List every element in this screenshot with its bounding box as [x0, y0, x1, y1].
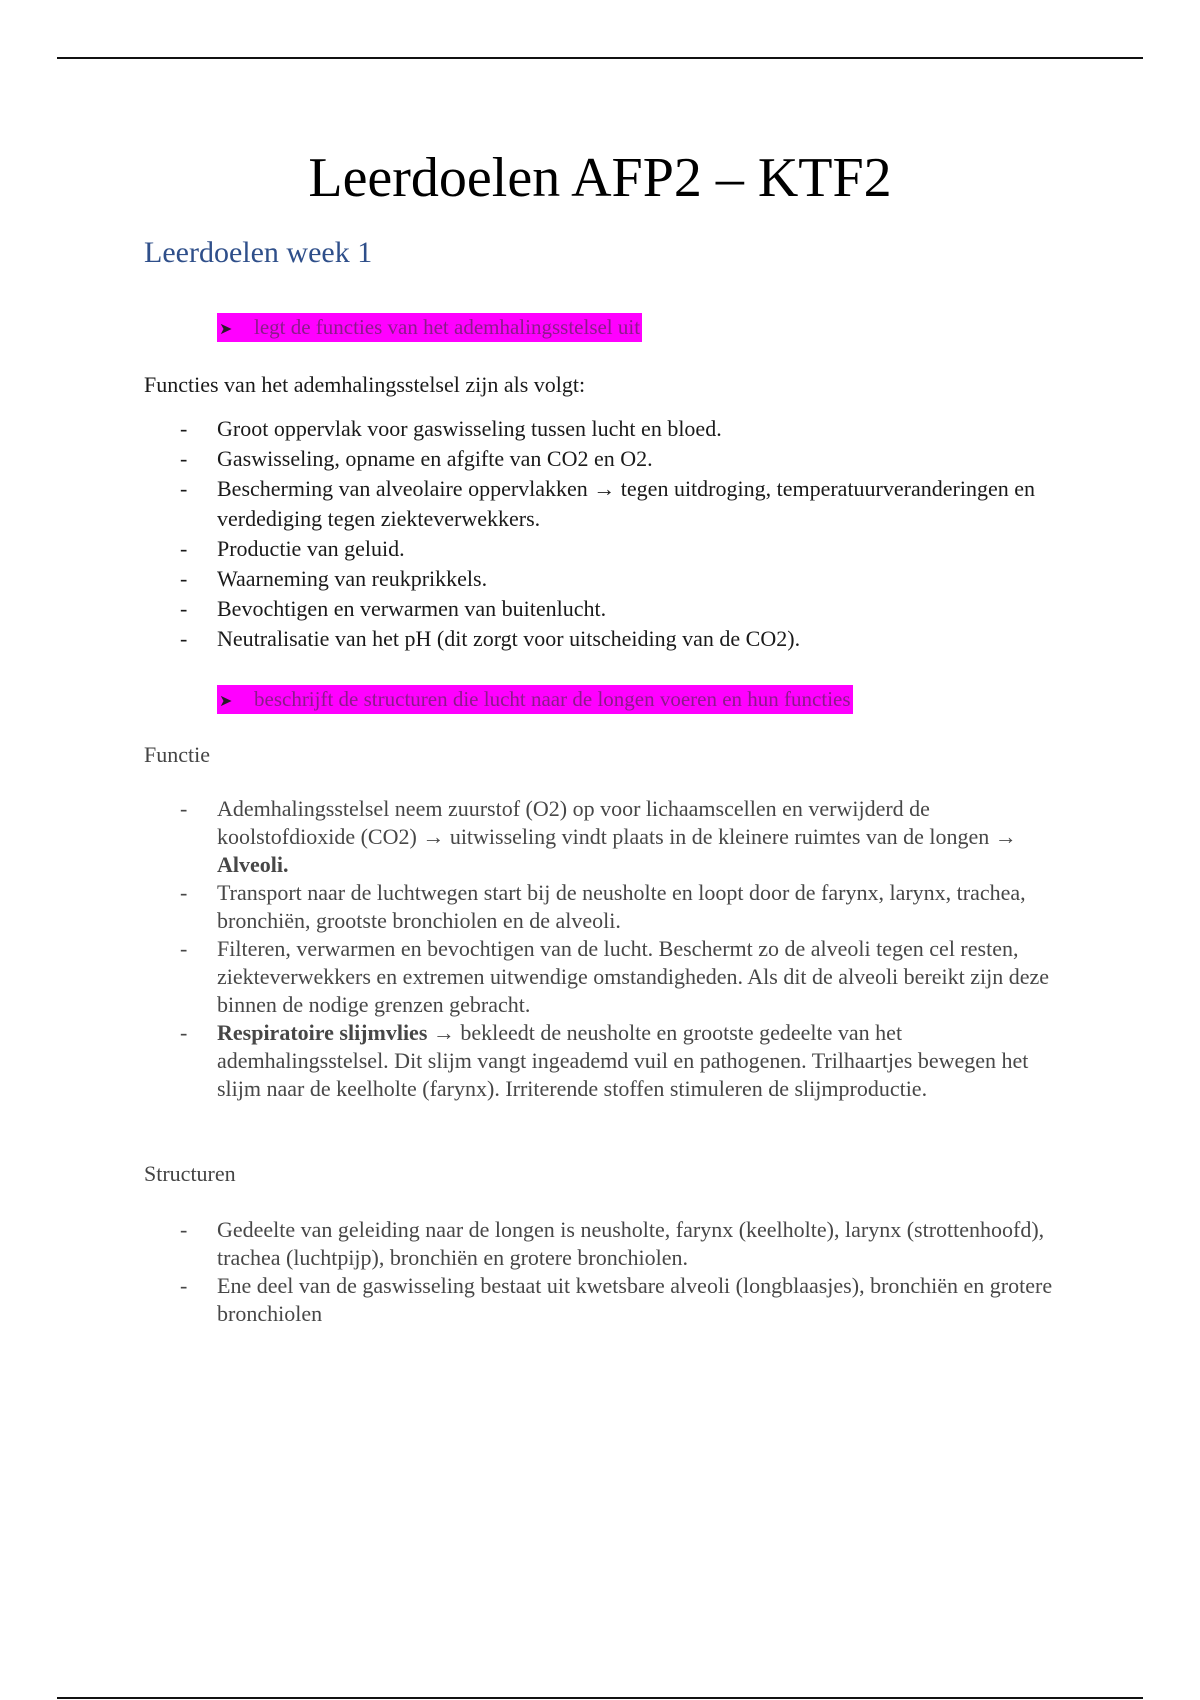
week-heading: Leerdoelen week 1 — [144, 236, 373, 269]
objective-highlight-2 — [217, 685, 853, 714]
dash-bullet: - — [180, 936, 188, 961]
list-item: - Neutralisatie van het pH (dit zorgt voor uitscheiding van de CO2). — [178, 624, 1058, 654]
dash-bullet: - — [180, 596, 188, 621]
list-item: - Bevochtigen en verwarmen van buitenlucht. — [178, 594, 1058, 624]
dash-bullet: - — [180, 1273, 188, 1298]
list-item: - Ademhalingsstelsel neem zuurstof (O2) op voor lichaamscellen en verwijderd de koolstofdioxide (CO2) → uitwisseling vindt plaats in de kleinere ruimtes van de longen → Alveoli. — [180, 796, 1017, 877]
list-item: - Gedeelte van geleiding naar de longen is neusholte, farynx (keelholte), larynx (strottenhoofd), trachea (luchtpijp), bronchiën en grotere bronchiolen. — [180, 1217, 1045, 1270]
subheading-structures: Structuren — [144, 1161, 236, 1186]
dash-bullet: - — [180, 536, 188, 561]
dash-bullet: - — [180, 416, 188, 441]
dash-bullet: - — [180, 1217, 188, 1242]
structures-list — [178, 1216, 1058, 1328]
function-list — [178, 795, 1058, 1103]
list-item: - Waarneming van reukprikkels. — [178, 564, 1058, 594]
dash-bullet: - — [180, 476, 188, 501]
document-title: Leerdoelen AFP2 – KTF2 — [308, 147, 892, 209]
subheading-function: Functie — [144, 742, 210, 767]
objective-text-1: legt de functies van het ademhalingsstelsel uit — [254, 315, 641, 339]
list-item: - Ene deel van de gaswisseling bestaat uit kwetsbare alveoli (longblaasjes), bronchiën en grotere bronchiolen — [180, 1273, 1053, 1326]
list-item: - Bescherming van alveolaire oppervlakken → tegen uitdroging, temperatuurveranderingen en verdediging tegen ziekteverwekkers. — [180, 476, 1035, 531]
top-rule — [57, 57, 1143, 59]
list-item: - Respiratoire slijmvlies → bekleedt de neusholte en grootste gedeelte van het ademhalingsstelsel. Dit slijm vangt ingeademd vuil en pathogenen. Trilhaartjes bewegen het slijm naar de keelholte (farynx). Irriterende stoffen stimuleren de slijmproductie. — [180, 1020, 1029, 1101]
list-item: - Gaswisseling, opname en afgifte van CO2 en O2. — [178, 444, 1058, 474]
list-item: - Filteren, verwarmen en bevochtigen van de lucht. Beschermt zo de alveoli tegen cel resten, ziekteverwekkers en extremen uitwendige omstandigheden. Als dit de alveoli bereikt zijn deze binnen de nodige grenzen gebracht. — [180, 936, 1050, 1017]
list-item: - Transport naar de luchtwegen start bij de neusholte en loopt door de farynx, larynx, trachea, bronchiën, grootste bronchiolen en de alveoli. — [180, 880, 1026, 933]
dash-bullet: - — [180, 880, 188, 905]
dash-bullet: - — [180, 796, 188, 821]
functions-intro: Functies van het ademhalingsstelsel zijn als volgt: — [144, 372, 586, 397]
list-item: - Productie van geluid. — [178, 534, 1058, 564]
arrowhead-bullet-icon: ➤ — [219, 321, 233, 338]
dash-bullet: - — [180, 626, 188, 651]
dash-bullet: - — [180, 1020, 188, 1045]
dash-bullet: - — [180, 446, 188, 471]
objective-highlight-1 — [217, 313, 642, 342]
list-item: - Groot oppervlak voor gaswisseling tussen lucht en bloed. — [178, 414, 1058, 444]
bottom-rule — [57, 1697, 1143, 1699]
arrowhead-bullet-icon: ➤ — [219, 693, 233, 710]
dash-bullet: - — [180, 566, 188, 591]
functions-list — [178, 414, 1058, 654]
objective-text-2: beschrijft de structuren die lucht naar de longen voeren en hun functies — [254, 687, 851, 711]
